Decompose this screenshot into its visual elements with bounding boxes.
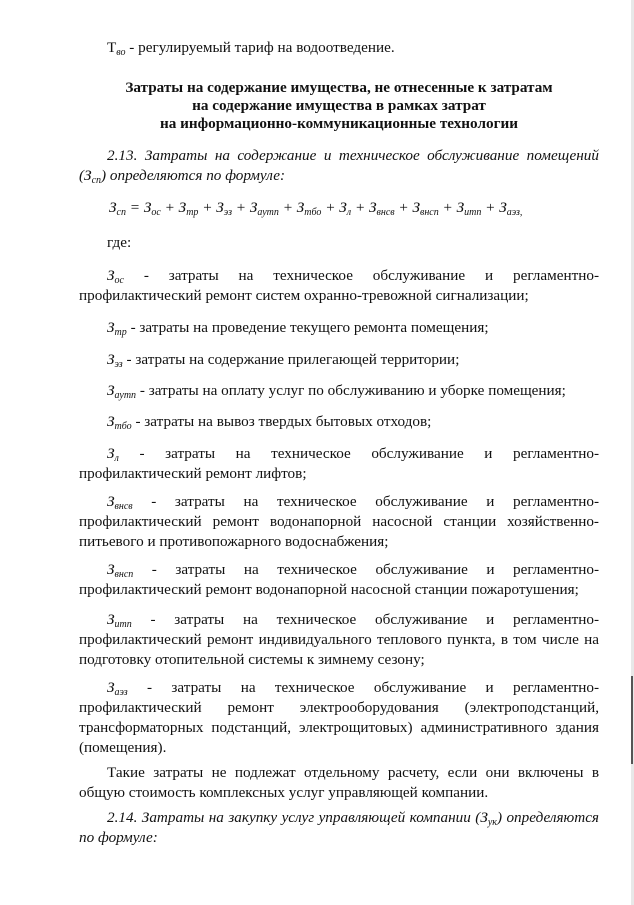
def-sub: итп [114, 619, 132, 630]
p213-subscript: сп [91, 175, 102, 186]
def-sub: эз [114, 359, 123, 370]
def-sub: внсп [114, 569, 134, 580]
formula-terms [144, 199, 523, 216]
def-symbol: З [107, 561, 115, 578]
def-symbol: З [107, 382, 115, 399]
def-text: - затраты на техническое обслуживание и регламентно-профилактический ремонт индивидуального теплового пункта, в том числе на подготовку отопительной системы к зимнему сезону; [79, 611, 599, 668]
def-zvnsv [79, 492, 599, 552]
formula-term-symbol: З [249, 199, 258, 216]
tariff-subscript: во [116, 47, 126, 58]
def-zos [79, 266, 599, 306]
def-text: - затраты на оплату услуг по обслуживанию и уборке помещения; [136, 382, 566, 399]
def-zautp [79, 381, 599, 401]
formula-term-sub: эз [223, 207, 232, 218]
formula-term-sub: внсп [419, 207, 439, 218]
formula-term-sub: тбо [304, 207, 322, 218]
heading-line-3: на информационно-коммуникационные технологии [160, 115, 518, 132]
note-paragraph: Такие затраты не подлежат отдельному расчету, если они включены в общую стоимость комплексных услуг управляющей компании. [79, 764, 599, 801]
def-symbol: З [107, 267, 115, 284]
def-sub: ос [114, 275, 124, 286]
def-symbol: З [107, 413, 115, 430]
scan-mark [631, 676, 633, 764]
def-zvnsp [79, 560, 599, 600]
def-sub: аутп [114, 390, 137, 401]
def-symbol: З [107, 611, 115, 628]
def-text: - затраты на техническое обслуживание и регламентно-профилактический ремонт систем охранно-тревожной сигнализации; [79, 267, 599, 304]
formula-plus: + [231, 199, 250, 216]
def-zaez [79, 678, 599, 758]
def-ztr [79, 318, 599, 338]
formula-term-symbol: З [499, 199, 507, 216]
def-text: - затраты на техническое обслуживание и регламентно-профилактический ремонт водонапорной насосной станции пожаротушения; [79, 561, 599, 598]
p213-text-b: ) определяются по формуле: [101, 167, 286, 184]
def-symbol: З [107, 493, 115, 510]
p214-text-a: 2.14. Затраты на закупку услуг управляющей компании (З [107, 809, 488, 826]
def-sub: аэз [114, 687, 128, 698]
formula-plus: + [394, 199, 413, 216]
tariff-symbol: T [107, 39, 117, 56]
def-sub: тр [114, 327, 127, 338]
formula-term-symbol: З [339, 199, 347, 216]
formula-term-symbol: З [412, 199, 420, 216]
def-sub: внсв [114, 501, 133, 512]
tariff-definition [79, 38, 599, 58]
def-ztbo [79, 412, 599, 432]
formula-lhs: З [109, 199, 117, 216]
formula-term-sub: итп [464, 207, 482, 218]
def-symbol: З [107, 319, 115, 336]
gde-label: где: [107, 234, 132, 251]
formula-term-sub: аутп [257, 207, 279, 218]
formula-plus: + [481, 199, 500, 216]
p213-text-a: 2.13. Затраты на содержание и техническое обслуживание помещений (З [79, 147, 599, 184]
formula-term-sub: внсв [376, 207, 395, 218]
formula-term-symbol: З [368, 199, 377, 216]
p214-text-b: ) определяются по формуле: [79, 809, 599, 846]
paragraph-2-14 [79, 808, 599, 848]
formula-zsp [109, 198, 522, 218]
def-text: - затраты на техническое обслуживание и регламентно-профилактический ремонт лифтов; [79, 445, 599, 482]
formula-plus: + [278, 199, 297, 216]
formula-term-symbol: З [143, 199, 152, 216]
formula-plus: + [160, 199, 179, 216]
formula-term-symbol: З [178, 199, 187, 216]
def-sub: тбо [114, 421, 132, 432]
def-sub: л [114, 453, 119, 464]
def-symbol: З [107, 351, 115, 368]
def-text: - затраты на проведение текущего ремонта помещения; [126, 319, 489, 336]
formula-plus: + [321, 199, 340, 216]
formula-term-symbol: З [296, 199, 305, 216]
def-text: - затраты на содержание прилегающей территории; [122, 351, 460, 368]
p214-subscript: ук [487, 817, 497, 828]
formula-term-sub: л [346, 207, 352, 218]
formula-lhs-sub: сп [116, 207, 126, 218]
formula-term-sub: аэз, [506, 207, 523, 218]
def-symbol: З [107, 679, 115, 696]
formula-plus: + [198, 199, 217, 216]
formula-term-sub: тр [186, 207, 199, 218]
formula-term-symbol: З [216, 199, 224, 216]
paragraph-2-13 [79, 146, 599, 186]
def-symbol: З [107, 445, 115, 462]
def-text: - затраты на техническое обслуживание и регламентно-профилактический ремонт электрооборудования (электроподстанций, трансформаторных подстанций, электрощитовых) административного здания (помещения). [79, 679, 599, 756]
heading-line-1: Затраты на содержание имущества, не отнесенные к затратам [125, 79, 553, 96]
formula-plus: + [438, 199, 457, 216]
def-zl [79, 444, 599, 484]
heading-line-2: на содержание имущества в рамках затрат [192, 97, 486, 114]
formula-equals: = [125, 199, 144, 216]
formula-term-symbol: З [456, 199, 465, 216]
def-zitp [79, 610, 599, 670]
section-heading [79, 79, 599, 133]
def-zez [79, 350, 599, 370]
formula-plus: + [351, 199, 369, 216]
def-text: - затраты на вывоз твердых бытовых отходов; [131, 413, 432, 430]
tariff-text: - регулируемый тариф на водоотведение. [125, 39, 395, 56]
def-text: - затраты на техническое обслуживание и регламентно-профилактический ремонт водонапорной насосной станции хозяйственно-питьевого и противопожарного водоснабжения; [79, 493, 599, 550]
formula-term-sub: ос [151, 207, 161, 218]
